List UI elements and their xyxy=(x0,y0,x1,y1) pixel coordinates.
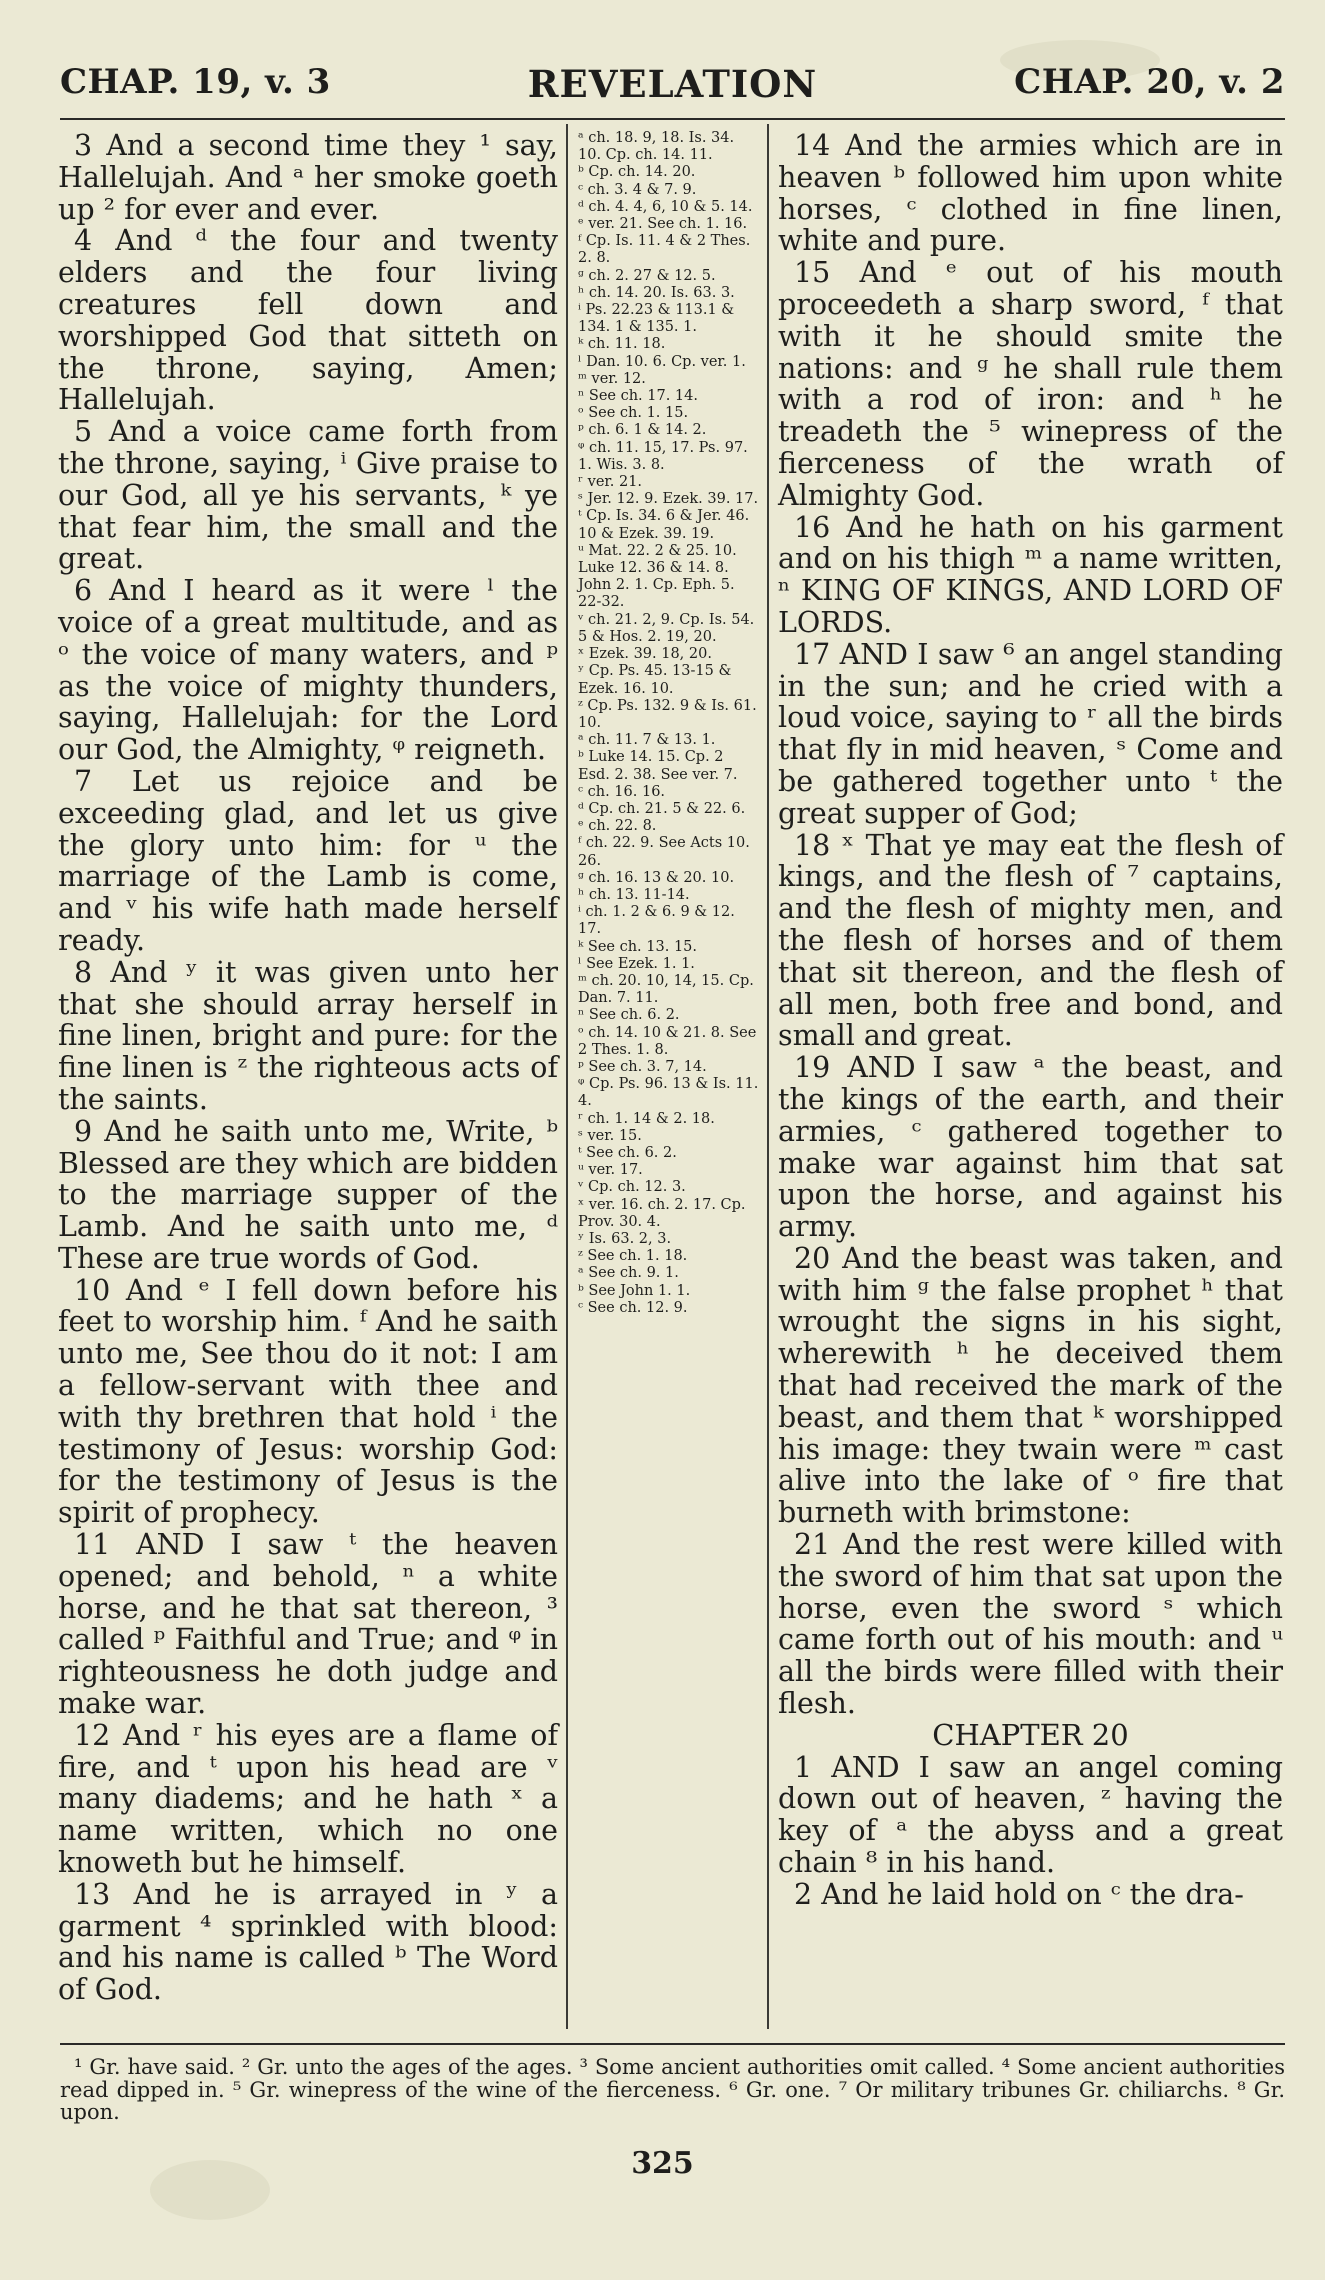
verse: 6 And I heard as it were ˡ the voice of a great multitude, and as ᵒ the voice of many waters, and ᵖ as the voice of mighty thunders, saying, Hallelujah: for the Lord our God, the Almighty, ᵠ reigneth. xyxy=(58,574,558,767)
reference: ᶜ ch. 16. 16. xyxy=(578,783,666,800)
reference: ˢ Jer. 12. 9. Ezek. 39. 17. xyxy=(578,491,759,508)
reference: ᵃ See ch. 9. 1. xyxy=(578,1265,679,1282)
verse: 3 And a second time they ¹ say, Hallelujah. And ᵃ her smoke goeth up ² for ever and ever. xyxy=(58,129,558,226)
reference: ᵉ ch. 22. 8. xyxy=(578,818,657,835)
reference: ᵃ ch. 18. 9, 18. Is. 34. 10. Cp. ch. 14. 11. xyxy=(578,130,735,164)
reference: ˡ Dan. 10. 6. Cp. ver. 1. xyxy=(578,353,746,370)
reference: ᵛ Cp. ch. 12. 3. xyxy=(578,1179,686,1196)
reference: ʰ ch. 14. 20. Is. 63. 3. xyxy=(578,284,735,301)
reference: ᵈ Cp. ch. 21. 5 & 22. 6. xyxy=(578,800,746,817)
reference: ⁱ ch. 1. 2 & 6. 9 & 12. 17. xyxy=(578,904,735,938)
column-divider-right xyxy=(767,124,769,2029)
reference: ᵐ ver. 12. xyxy=(578,370,646,387)
reference: ᵗ See ch. 6. 2. xyxy=(578,1144,677,1161)
verse: 19 AND I saw ᵃ the beast, and the kings of the earth, and their armies, ᶜ gathered together to make war against him that sat upon the horse, and against his army. xyxy=(778,1051,1283,1244)
reference: ᶜ See ch. 12. 9. xyxy=(578,1299,688,1316)
reference: ʸ Cp. Ps. 45. 13-15 & Ezek. 16. 10. xyxy=(578,663,732,697)
verse: 14 And the armies which are in heaven ᵇ followed him upon white horses, ᶜ clothed in fine linen, white and pure. xyxy=(778,129,1283,258)
reference: ᵘ Mat. 22. 2 & 25. 10. Luke 12. 36 & 14. 8. John 2. 1. Cp. Eph. 5. 22-32. xyxy=(578,542,737,611)
verse: 16 And he hath on his garment and on his thigh ᵐ a name written, ⁿ KING OF KINGS, AND LORD OF LORDS. xyxy=(778,510,1283,639)
reference: ᵖ ch. 6. 1 & 14. 2. xyxy=(578,422,707,439)
reference: ᶻ Cp. Ps. 132. 9 & Is. 61. 10. xyxy=(578,697,757,731)
reference: ˣ ver. 16. ch. 2. 17. Cp. Prov. 30. 4. xyxy=(578,1196,746,1230)
verse: 21 And the rest were killed with the sword of him that sat upon the horse, even the sword ˢ which came forth out of his mouth: and ᵘ all the birds were filled with their flesh. xyxy=(778,1528,1283,1721)
verse: 11 AND I saw ᵗ the heaven opened; and behold, ⁿ a white horse, and he that sat thereon, ³ called ᵖ Faithful and True; and ᵠ in righteousness he doth judge and make war. xyxy=(58,1528,558,1721)
reference: ʰ ch. 13. 11-14. xyxy=(578,886,690,903)
reference: ᵠ ch. 11. 15, 17. Ps. 97. 1. Wis. 3. 8. xyxy=(578,439,748,473)
chapter-heading: CHAPTER 20 xyxy=(932,1717,1129,1752)
verse: 17 AND I saw ⁶ an angel standing in the sun; and he cried with a loud voice, saying to ʳ all the birds that fly in mid heaven, ˢ Come and be gathered together unto ᵗ the great supper of God; xyxy=(778,637,1283,830)
text-column-left xyxy=(58,130,558,2006)
running-head-right: CHAP. 20, v. 2 xyxy=(1014,62,1285,102)
reference: ˣ Ezek. 39. 18, 20. xyxy=(578,646,712,663)
reference: ᵖ See ch. 3. 7, 14. xyxy=(578,1058,707,1075)
reference: ᶠ Cp. Is. 11. 4 & 2 Thes. 2. 8. xyxy=(578,233,751,267)
page-number: 325 xyxy=(631,2146,694,2181)
reference: ᵇ See John 1. 1. xyxy=(578,1282,691,1299)
verse: 13 And he is arrayed in ʸ a garment ⁴ sprinkled with blood: and his name is called ᵇ The Word of God. xyxy=(58,1877,558,2007)
reference: ᵉ ver. 21. See ch. 1. 16. xyxy=(578,216,748,233)
reference: ᶻ See ch. 1. 18. xyxy=(578,1248,688,1265)
verse: 4 And ᵈ the four and twenty elders and the four living creatures fell down and worshipped God that sitteth on the throne, saying, Amen; Hallelujah. xyxy=(58,224,558,417)
reference: ᵏ ch. 11. 18. xyxy=(578,336,666,353)
reference: ᶜ ch. 3. 4 & 7. 9. xyxy=(578,181,697,198)
reference: ᵠ Cp. Ps. 96. 13 & Is. 11. 4. xyxy=(578,1076,759,1110)
cross-references xyxy=(574,130,760,1317)
verse: 5 And a voice came forth from the throne, saying, ⁱ Give praise to our God, all ye his servants, ᵏ ye that fear him, the small and the great. xyxy=(58,415,558,576)
verse: 9 And he saith unto me, Write, ᵇ Blessed are they which are bidden to the marriage supper of the Lamb. And he saith unto me, ᵈ These are true words of God. xyxy=(58,1114,558,1275)
column-divider-left xyxy=(566,124,568,2029)
reference: ˢ ver. 15. xyxy=(578,1127,642,1144)
verse: 18 ˣ That ye may eat the flesh of kings, and the flesh of ⁷ captains, and the flesh of mighty men, and the flesh of horses and of them that sit thereon, and the flesh of all men, both free and bond, and small and great. xyxy=(778,828,1283,1053)
running-head-left: CHAP. 19, v. 3 xyxy=(60,62,331,102)
verse: 1 AND I saw an angel coming down out of heaven, ᶻ having the key of ᵃ the abyss and a great chain ⁸ in his hand. xyxy=(778,1750,1283,1880)
footnote-text: ¹ Gr. have said. ² Gr. unto the ages of the ages. ³ Some ancient authorities omit called. ⁴ Some ancient authorities read dipped in. ⁵ Gr. winepress of the wine of the fierceness. ⁶ Gr. one. ⁷ Or military tribunes Gr. chiliarchs. ⁸ Gr. upon. xyxy=(60,2055,1285,2124)
verse: 15 And ᵉ out of his mouth proceedeth a sharp sword, ᶠ that with it he should smite the nations: and ᵍ he shall rule them with a rod of iron: and ʰ he treadeth the ⁵ winepress of the fierceness of the wrath of Almighty God. xyxy=(778,256,1283,512)
reference: ˡ See Ezek. 1. 1. xyxy=(578,955,695,972)
reference: ʸ Is. 63. 2, 3. xyxy=(578,1231,672,1247)
reference: ʳ ch. 1. 14 & 2. 18. xyxy=(578,1110,715,1127)
verse: 12 And ʳ his eyes are a flame of fire, and ᵗ upon his head are ᵛ many diadems; and he hath ˣ a name written, which no one knoweth but he himself. xyxy=(58,1718,558,1880)
page-header xyxy=(60,62,1285,122)
reference: ᵍ ch. 16. 13 & 20. 10. xyxy=(578,869,735,886)
reference: ᵍ ch. 2. 27 & 12. 5. xyxy=(578,267,716,284)
verse: 2 And he laid hold on ᶜ the dra- xyxy=(794,1877,1244,1911)
verse: 8 And ʸ it was given unto her that she should array herself in fine linen, bright and pure: for the fine linen is ᶻ the righteous acts of the saints. xyxy=(58,955,558,1116)
reference: ʳ ver. 21. xyxy=(578,474,643,491)
reference: ᵇ Luke 14. 15. Cp. 2 Esd. 2. 38. See ver. 7. xyxy=(578,749,738,783)
reference: ᵃ ch. 11. 7 & 13. 1. xyxy=(578,732,716,749)
verse: 20 And the beast was taken, and with him ᵍ the false prophet ʰ that wrought the signs in his sight, wherewith ʰ he deceived them that had received the mark of the beast, and them that ᵏ worshipped his image: they twain were ᵐ cast alive into the lake of ᵒ fire that burneth with brimstone: xyxy=(778,1241,1283,1530)
verse: 10 And ᵉ I fell down before his feet to worship him. ᶠ And he saith unto me, See thou do it not: I am a fellow-servant with thee and with thy brethren that hold ⁱ the testimony of Jesus: worship God: for the testimony of Jesus is the spirit of prophecy. xyxy=(58,1273,558,1530)
book-title: REVELATION xyxy=(527,62,818,106)
reference: ᵘ ver. 17. xyxy=(578,1162,643,1179)
reference: ᵗ Cp. Is. 34. 6 & Jer. 46. 10 & Ezek. 39. 19. xyxy=(578,508,750,542)
reference: ᵇ Cp. ch. 14. 20. xyxy=(578,164,696,181)
footnotes xyxy=(60,2056,1285,2124)
reference: ᵛ ch. 21. 2, 9. Cp. Is. 54. 5 & Hos. 2. 19, 20. xyxy=(578,611,755,645)
verse: 7 Let us rejoice and be exceeding glad, and let us give the glory unto him: for ᵘ the marriage of the Lamb is come, and ᵛ his wife hath made herself ready. xyxy=(58,764,558,957)
reference: ᵏ See ch. 13. 15. xyxy=(578,938,698,955)
header-rule xyxy=(60,118,1285,120)
reference: ᵒ ch. 14. 10 & 21. 8. See 2 Thes. 1. 8. xyxy=(578,1024,757,1058)
footnote-rule xyxy=(60,2043,1285,2045)
reference: ⁱ Ps. 22.23 & 113.1 & 134. 1 & 135. 1. xyxy=(578,302,735,336)
reference: ᵒ See ch. 1. 15. xyxy=(578,405,689,422)
reference: ᶠ ch. 22. 9. See Acts 10. 26. xyxy=(578,835,750,869)
reference: ⁿ See ch. 17. 14. xyxy=(578,388,698,405)
reference: ⁿ See ch. 6. 2. xyxy=(578,1007,680,1024)
reference: ᵐ ch. 20. 10, 14, 15. Cp. Dan. 7. 11. xyxy=(578,972,754,1007)
reference: ᵈ ch. 4. 4, 6, 10 & 5. 14. xyxy=(578,198,753,215)
text-column-right xyxy=(778,130,1283,1911)
